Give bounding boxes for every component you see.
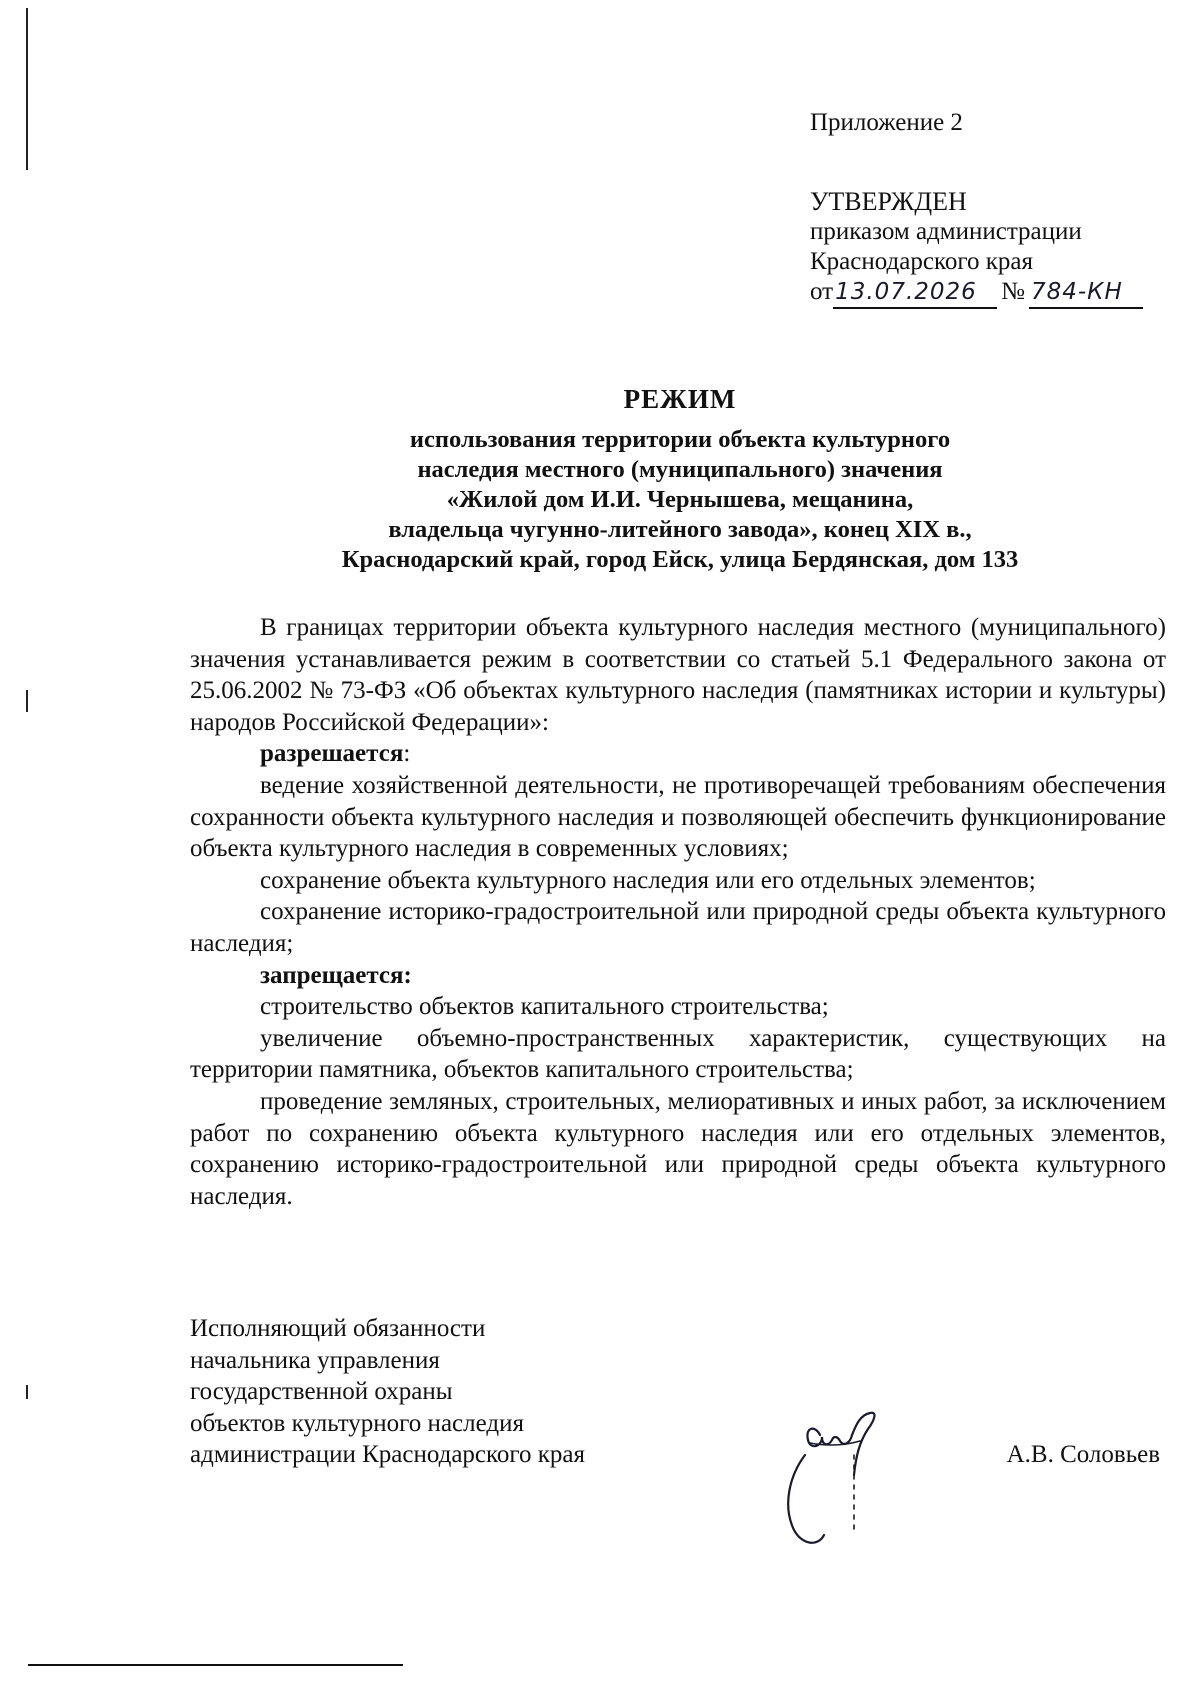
signer-name: А.В. Соловьев [1006,1441,1160,1468]
scan-edge-mark [26,1385,28,1399]
document-title: РЕЖИМ [623,384,737,414]
permitted-item: сохранение историко-градостроительной или природной среды объекта культурного наследия; [190,898,1166,957]
title-line: использования территории объекта культурного [409,426,951,453]
scan-edge-mark [26,8,28,170]
prohibited-item: строительство объектов капитального строительства; [260,993,829,1021]
footer-rule [28,1664,403,1666]
prohibited-item: проведение земляных, строительных, мелиоративных и иных работ, за исключением работ по сохранению объекта культурного наследия или его отдельных элементов, сохранению историко-градостроительной или природной среды объекта культурного наследия. [190,1087,1166,1210]
handwritten-date: 13.07.2026 [833,277,997,309]
signer-position-line: Исполняющий обязанности [190,1315,486,1342]
prohibited-heading: запрещается: [260,961,412,989]
document-body [190,612,1166,1212]
document-title-block [190,384,1170,575]
title-line: владельца чугунно-литейного завода», конец XIX в., [388,516,972,543]
signature-block [190,1313,1170,1471]
title-line: Краснодарский край, город Ейск, улица Бердянская, дом 133 [341,546,1019,573]
approval-line-2: Краснодарского края [810,248,1033,275]
prohibited-item: увеличение объемно-пространственных характеристик, существующих на территории памятника, объектов капитального строительства; [190,1024,1166,1084]
signer-position-line: администрации Краснодарского края [190,1441,586,1469]
appendix-label: Приложение 2 [810,109,963,136]
handwritten-number: 784-КН [1029,277,1143,309]
approval-line-1: приказом администрации [810,218,1082,245]
date-prefix: от [810,278,834,305]
permitted-heading-colon: : [403,740,411,768]
permitted-heading-text: разрешается [260,740,404,768]
handwritten-signature [760,1385,900,1565]
signer-position-line: государственной охраны [190,1378,453,1406]
title-line: наследия местного (муниципального) значения [417,456,943,483]
number-prefix: № [1001,278,1025,305]
signer-position-line: объектов культурного наследия [190,1409,524,1437]
permitted-heading [190,738,1166,770]
permitted-item: ведение хозяйственной деятельности, не противоречащей требованиям обеспечения сохранности объекта культурного наследия и позволяющей обеспечить функционирование объекта культурного наследия в современных условиях; [190,771,1166,863]
scan-edge-mark [26,690,28,712]
signer-position-line: начальника управления [190,1346,440,1374]
approval-block [810,108,1170,309]
permitted-item: сохранение объекта культурного наследия или его отдельных элементов; [260,866,1036,894]
intro-paragraph: В границах территории объекта культурного наследия местного (муниципального) значения устанавливается режим в соответствии со статьей 5.1 Федерального закона от 25.06.2002 № 73-ФЗ «Об объектах культурного наследия (памятниках истории и культуры) народов Российской Федерации»: [190,614,1166,736]
title-line: «Жилой дом И.И. Чернышева, мещанина, [446,486,914,513]
order-date-number-line [810,277,1170,309]
approved-heading: УТВЕРЖДЕН [810,187,967,216]
